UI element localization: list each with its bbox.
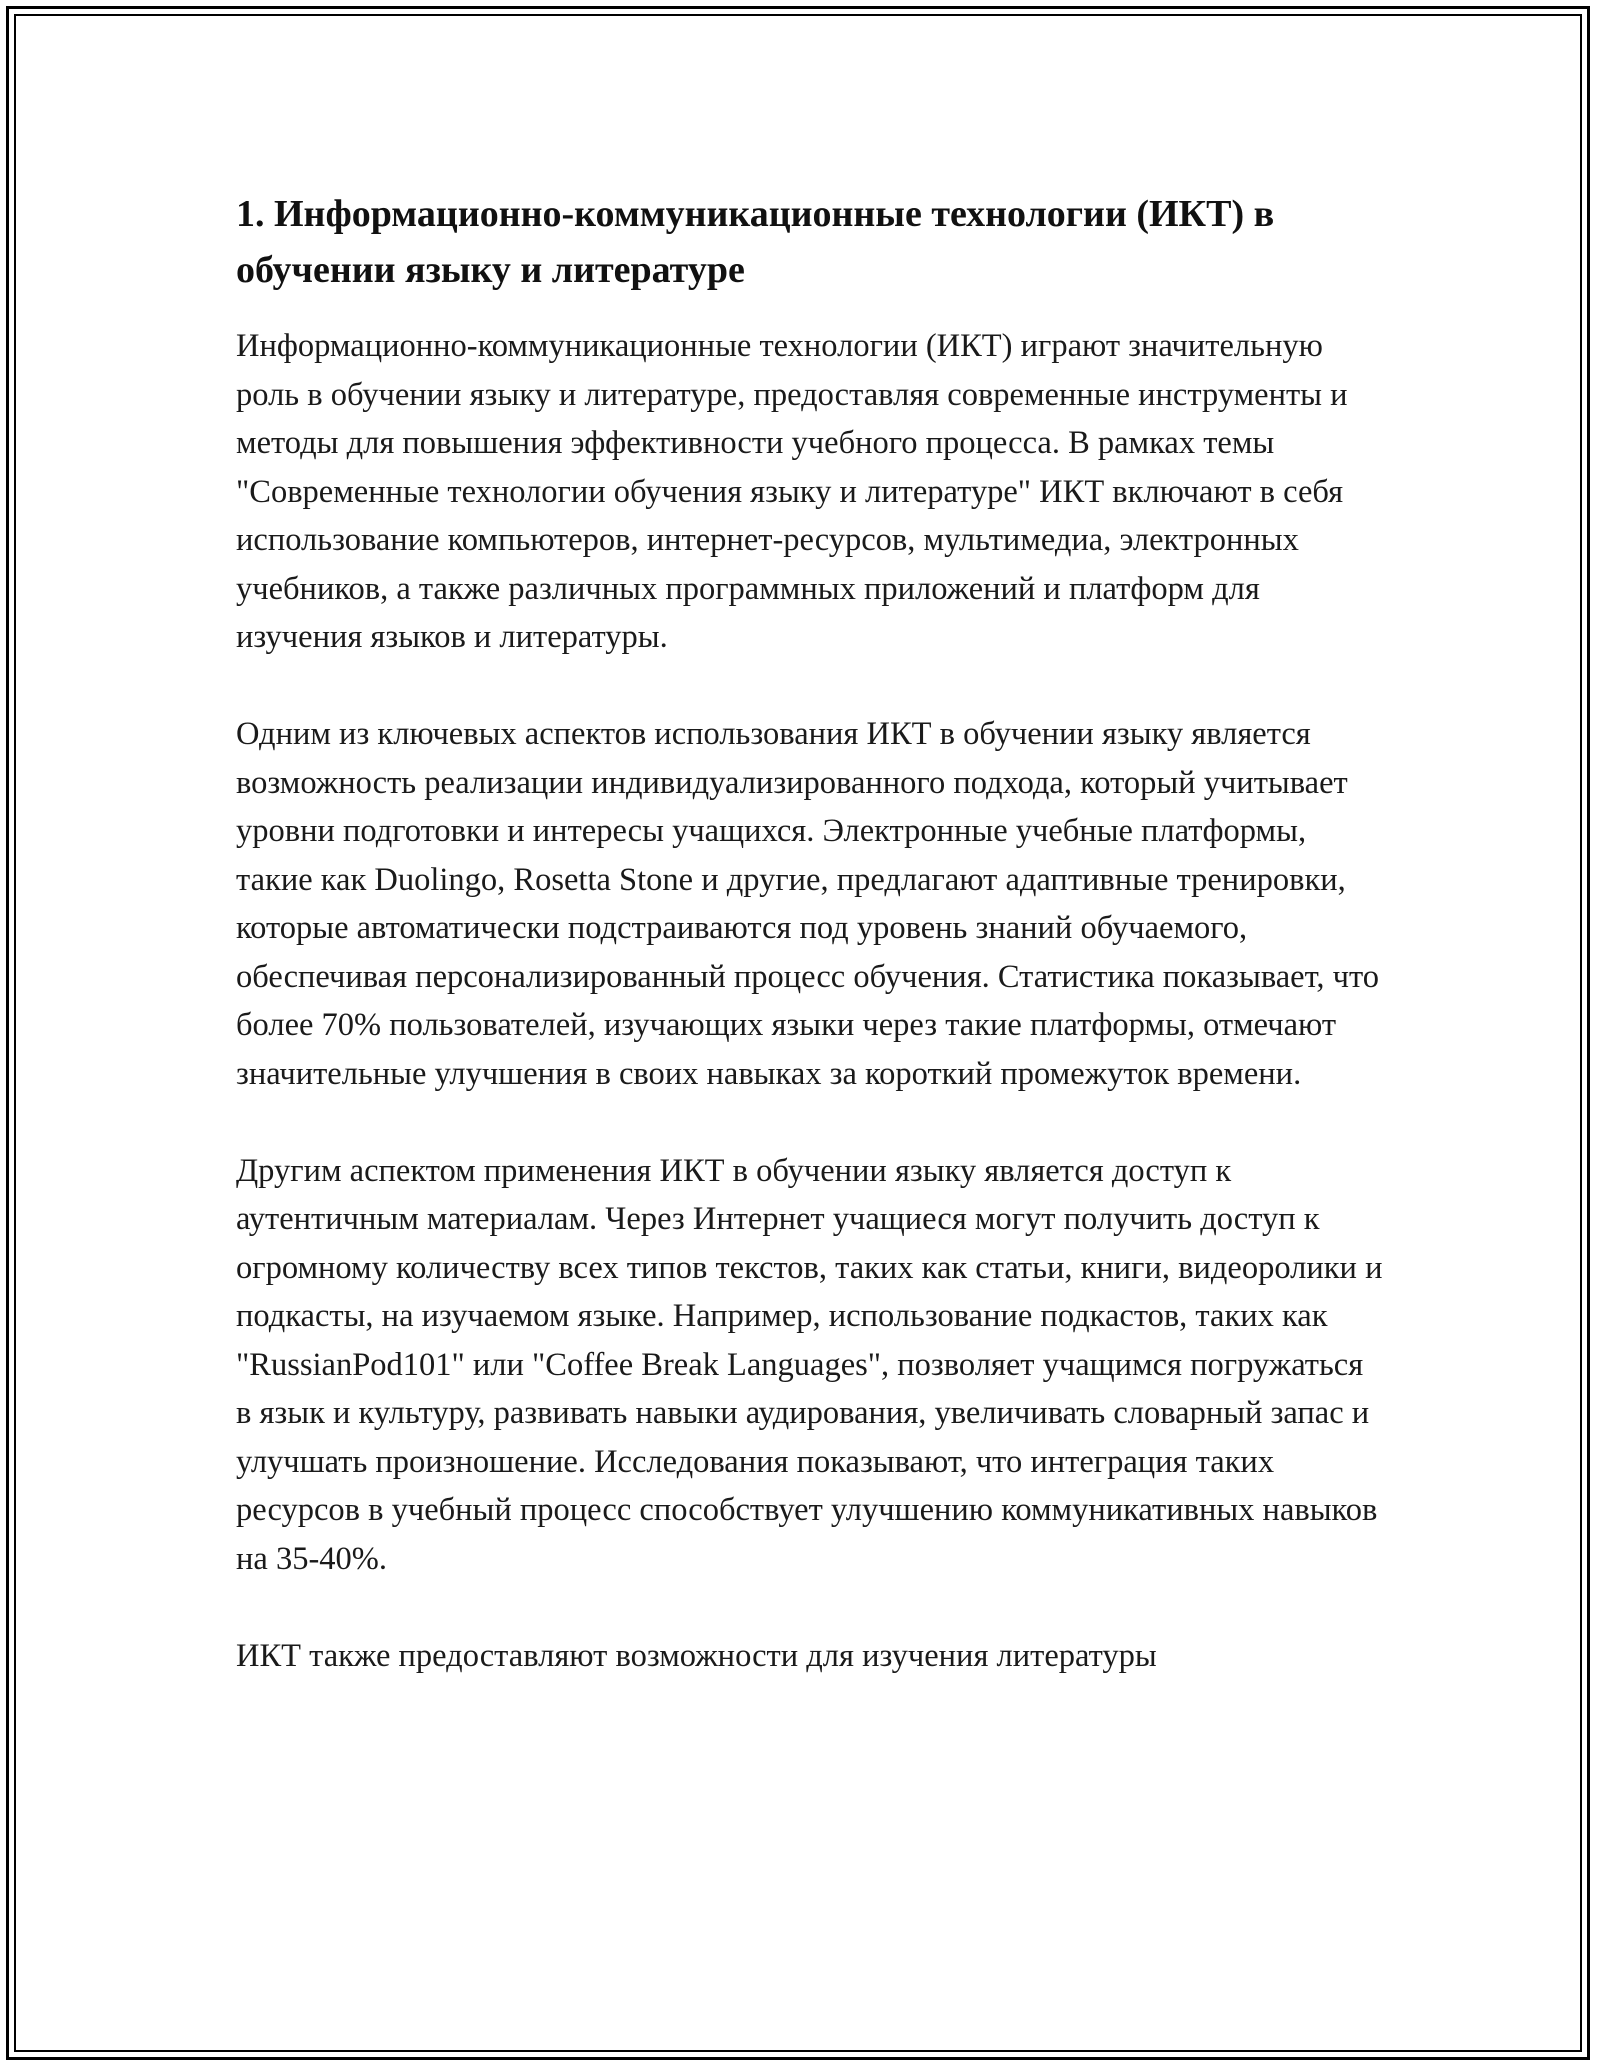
paragraph-intro: Информационно-коммуникационные технологии (ИКТ) играют значительную роль в обучении языку и литературе, предоставляя современные инструменты и методы для повышения эффективности учебного процесса. В рамках темы "Современные технологии обучения языку и литературе" ИКТ включают в себя использование компьютеров, интернет-ресурсов, мультимедиа, электронных учебников, а также различных программных приложений и платформ для изучения языков и литературы.: [236, 328, 1348, 655]
paragraph-authentic-materials: Другим аспектом применения ИКТ в обучении языку является доступ к аутентичным материалам. Через Интернет учащиеся могут получить доступ к огромному количеству всех типов текстов, таких как статьи, книги, видеоролики и подкасты, на изучаемом языке. Например, использование подкастов, таких как "RussianPod101" или "Coffee Break Languages", позволяет учащимся погружаться в язык и культуру, развивать навыки аудирования, увеличивать словарный запас и улучшать произношение. Исследования показывают, что интеграция таких ресурсов в учебный процесс способствует улучшению коммуникативных навыков на 35-40%.: [236, 1152, 1383, 1577]
paragraph-individualized-approach: Одним из ключевых аспектов использования ИКТ в обучении языку является возможность реализации индивидуализированного подхода, который учитывает уровни подготовки и интересы учащихся. Электронные учебные платформы, такие как Duolingo, Rosetta Stone и другие, предлагают адаптивные тренировки, которые автоматически подстраиваются под уровень знаний обучаемого, обеспечивая персонализированный процесс обучения. Статистика показывает, что более 70% пользователей, изучающих языки через такие платформы, отмечают значительные улучшения в своих навыках за короткий промежуток времени.: [236, 716, 1379, 1092]
paragraph-literature: ИКТ также предоставляют возможности для изучения литературы: [236, 1637, 1157, 1674]
section-heading: 1. Информационно-коммуникационные технологии (ИКТ) в обучении языку и литературе: [236, 193, 1275, 291]
document-body: [236, 186, 1386, 1729]
